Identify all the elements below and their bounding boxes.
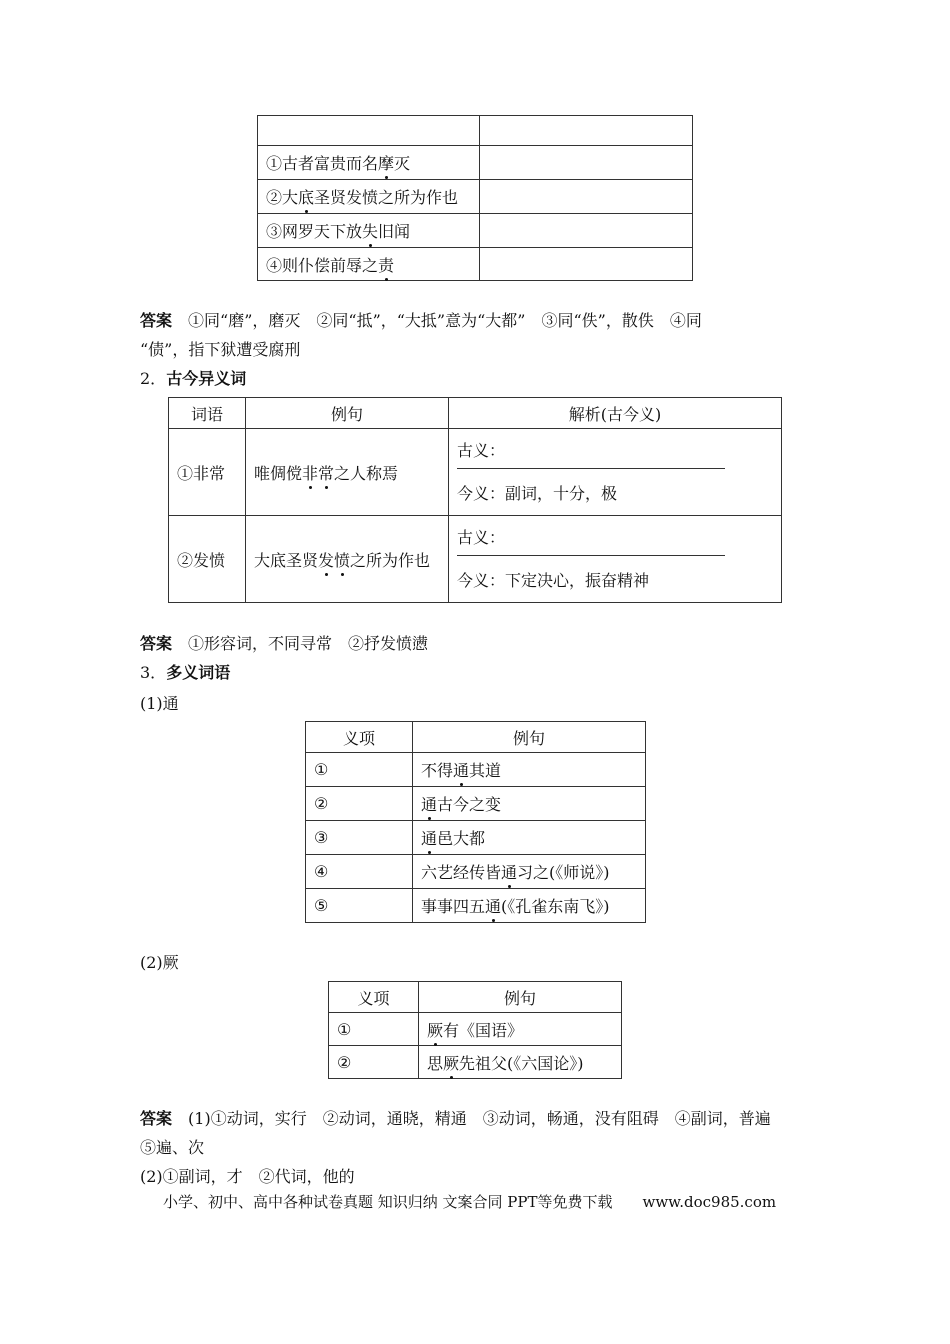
table-cell: ④ bbox=[306, 855, 413, 889]
table-cell: 大底圣贤发愤之所为作也 bbox=[246, 516, 449, 603]
table-tong bbox=[305, 721, 646, 923]
table-header: 义项 bbox=[329, 982, 419, 1013]
table-jue bbox=[328, 981, 622, 1079]
table-cell: ④则仆偿前辱之责 bbox=[258, 248, 480, 281]
table-cell: ①非常 bbox=[169, 429, 246, 516]
table-cell: ② bbox=[306, 787, 413, 821]
footer: 小学、初中、高中各种试卷真题 知识归纳 文案合同 PPT等免费下载 www.doc985.com bbox=[163, 1193, 777, 1211]
table-cell: 事事四五通(《孔雀东南飞》) bbox=[413, 889, 646, 923]
table-cell: ③ bbox=[306, 821, 413, 855]
table-cell bbox=[258, 116, 480, 146]
table-cell bbox=[480, 116, 693, 146]
subheading-jue: (2)厥 bbox=[140, 953, 179, 972]
answer-label: 答案 bbox=[140, 311, 173, 330]
table-cell: 厥有《国语》 bbox=[419, 1013, 622, 1046]
section-heading-2: 2．古今异义词 bbox=[140, 369, 247, 388]
table-cell: 通邑大都 bbox=[413, 821, 646, 855]
table-gujin-yiyi bbox=[168, 397, 782, 603]
table-cell: ①古者富贵而名摩灭 bbox=[258, 146, 480, 180]
table-cell: ② bbox=[329, 1046, 419, 1079]
table-cell: ① bbox=[329, 1013, 419, 1046]
table-cell: ⑤ bbox=[306, 889, 413, 923]
table-header: 例句 bbox=[419, 982, 622, 1013]
table-header: 例句 bbox=[413, 722, 646, 753]
table-header: 义项 bbox=[306, 722, 413, 753]
table-header: 词语 bbox=[169, 398, 246, 429]
answer-2: 答案 ①形容词，不同寻常 ②抒发愤懑 bbox=[140, 634, 429, 653]
answer-1: 答案 ①同“磨”，磨灭 ②同“抵”，“大抵”意为“大都” ③同“佚”，散佚 ④同 “债”，指下狱遭受腐刑 bbox=[140, 311, 702, 359]
table-cell: 古义： 今义：副词，十分，极 bbox=[449, 429, 782, 516]
subheading-tong: (1)通 bbox=[140, 694, 179, 713]
table-cell: 通古今之变 bbox=[413, 787, 646, 821]
table-tongjiazi bbox=[257, 115, 693, 281]
table-cell: 唯倜傥非常之人称焉 bbox=[246, 429, 449, 516]
answer-3: 答案 (1)①动词，实行 ②动词，通晓，精通 ③动词，畅通，没有阻碍 ④副词，普遍 ⑤遍、次 (2)①副词，才 ②代词，他的 bbox=[140, 1109, 771, 1186]
table-cell: ②大底圣贤发愤之所为作也 bbox=[258, 180, 480, 214]
table-cell: 六艺经传皆通习之(《师说》) bbox=[413, 855, 646, 889]
table-cell: ① bbox=[306, 753, 413, 787]
section-heading-3: 3．多义词语 bbox=[140, 663, 231, 682]
table-cell: 思厥先祖父(《六国论》) bbox=[419, 1046, 622, 1079]
table-cell: ②发愤 bbox=[169, 516, 246, 603]
table-header: 例句 bbox=[246, 398, 449, 429]
table-cell: 古义： 今义：下定决心，振奋精神 bbox=[449, 516, 782, 603]
table-cell: 不得通其道 bbox=[413, 753, 646, 787]
table-cell: ③网罗天下放失旧闻 bbox=[258, 214, 480, 248]
table-header: 解析(古今义) bbox=[449, 398, 782, 429]
